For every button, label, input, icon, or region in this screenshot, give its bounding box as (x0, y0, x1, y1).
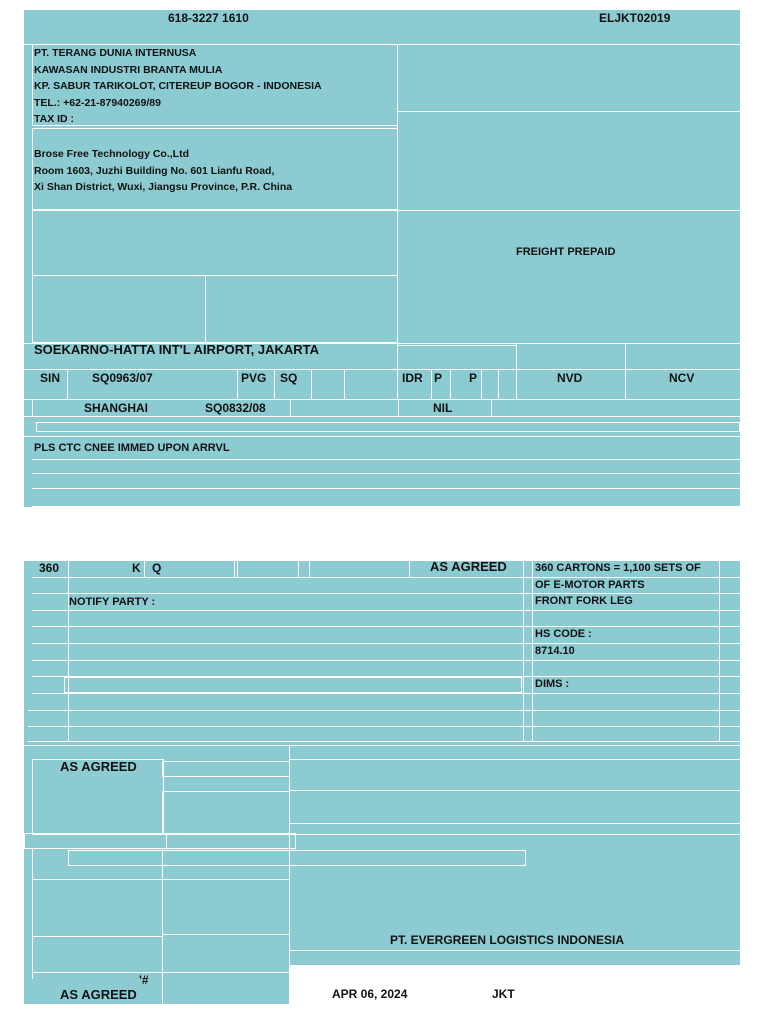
air-waybill-form (24, 10, 740, 1004)
cargo-row-line (28, 726, 740, 727)
cargo-dims-box (64, 677, 522, 693)
shipper-line: PT. TERANG DUNIA INTERNUSA (34, 47, 197, 59)
carrier-signature: PT. EVERGREEN LOGISTICS INDONESIA (390, 933, 625, 947)
cargo-column-line (523, 561, 524, 741)
execution-place: JKT (492, 987, 515, 1001)
routing-carrier-2: SQ (280, 371, 298, 385)
execution-date: APR 06, 2024 (332, 987, 408, 1001)
consignee-address (34, 146, 292, 196)
handling-line (32, 459, 740, 460)
cargo-row-line (28, 741, 740, 742)
shipper-cert-box (68, 850, 526, 866)
charges-divider (289, 745, 290, 1004)
handling-line (32, 506, 740, 507)
hash-mark: '# (139, 973, 149, 987)
consignee-line: Xi Shan District, Wuxi, Jiangsu Province, P.R. China (34, 181, 293, 193)
cargo-total: AS AGREED (430, 559, 507, 574)
destination-cell-line (398, 399, 399, 416)
handling-box (36, 422, 740, 432)
agent-account-box (205, 275, 398, 343)
shipper-line: KP. SABUR TARIKOLOT, CITEREUP BOGOR - INDONESIA (34, 80, 322, 92)
other-charges-line (290, 790, 740, 791)
routing-cell-line (344, 369, 345, 399)
consignee-line: Room 1603, Juzhi Building No. 601 Lianfu Road, (34, 164, 275, 177)
insurance-amount: NIL (433, 401, 453, 415)
destination-cell-line (491, 399, 492, 416)
cargo-column-line (719, 561, 720, 741)
destination-airport: SHANGHAI (84, 401, 149, 415)
handling-line (32, 473, 740, 474)
total-prepaid: AS AGREED (60, 987, 137, 1002)
tax-collect-box (166, 833, 296, 849)
cargo-row-line (28, 710, 740, 711)
currency-header-box (397, 345, 517, 370)
routing-cell-line (450, 369, 451, 399)
destination-cell-line (290, 399, 291, 416)
routing-cell-line (311, 369, 312, 399)
charges-column-line (32, 849, 33, 979)
collect-weight-charge-box (162, 761, 290, 777)
value-divider-2 (625, 343, 626, 399)
goods-description-line: 8714.10 (535, 644, 575, 657)
cargo-pieces: 360 (39, 561, 60, 575)
goods-description-line: DIMS : (535, 677, 570, 690)
cargo-unit: K (132, 561, 141, 575)
routing-cell-line (237, 369, 238, 399)
agent-code-box (32, 275, 206, 343)
goods-description-line (535, 610, 701, 627)
routing-charge-wt: P (434, 371, 443, 385)
signature-line (290, 950, 740, 951)
shipper-tax-id: TAX ID : (34, 113, 75, 125)
charges-rule (24, 745, 740, 746)
cargo-column-line (532, 561, 533, 741)
goods-description-line: OF E-MOTOR PARTS (535, 578, 645, 591)
charges-row-line (32, 936, 162, 937)
routing-cell-line (481, 369, 482, 399)
other-charges-line (290, 823, 740, 824)
cargo-column-line (68, 561, 69, 741)
routing-currency: IDR (402, 371, 423, 385)
destination-rule (24, 416, 740, 417)
cargo-column-line (234, 561, 235, 577)
handling-rule (24, 436, 740, 437)
cargo-column-line (237, 561, 238, 577)
awb-reference: ELJKT02019 (599, 11, 671, 25)
prepaid-weight-charge: AS AGREED (60, 759, 137, 774)
routing-to-code-2: PVG (241, 371, 267, 385)
right-rule-2 (397, 210, 740, 211)
consignee-line: Brose Free Technology Co.,Ltd (34, 148, 189, 160)
charges-row-line (32, 972, 290, 973)
right-rule-1 (397, 111, 740, 112)
routing-cell-line (498, 369, 499, 399)
cargo-column-line (144, 561, 145, 577)
cargo-rate-class: Q (152, 561, 162, 575)
routing-to-code: SIN (40, 371, 61, 385)
valuation-charge-box (162, 791, 290, 835)
routing-cell-line (67, 369, 68, 399)
destination-flight: SQ0832/08 (205, 401, 266, 415)
form-separator-band (24, 507, 740, 561)
total-other-charges-box (162, 879, 290, 935)
goods-description-line: HS CODE : (535, 628, 592, 640)
routing-cell-line (431, 369, 432, 399)
notify-party-label: NOTIFY PARTY : (69, 596, 156, 608)
handling-line (32, 488, 740, 489)
declared-value-customs: NCV (669, 371, 695, 385)
goods-description (535, 560, 701, 692)
value-divider-1 (516, 343, 517, 399)
freight-terms: FREIGHT PREPAID (516, 246, 616, 258)
agent-box (32, 210, 398, 276)
destination-cell-line (32, 399, 33, 416)
tax-box (24, 833, 167, 849)
declared-value-carriage: NVD (557, 371, 583, 385)
shipper-address (34, 45, 322, 128)
routing-flight-1: SQ0963/07 (92, 371, 153, 385)
airport-departure: SOEKARNO-HATTA INT'L AIRPORT, JAKARTA (34, 342, 319, 357)
cargo-column-line (409, 561, 410, 577)
awb-number: 618-3227 1610 (168, 11, 249, 25)
routing-charge-other: P (469, 371, 478, 385)
cargo-column-line (309, 561, 310, 577)
goods-description-line: 360 CARTONS = 1,100 SETS OF (535, 562, 701, 574)
shipper-line: KAWASAN INDUSTRI BRANTA MULIA (34, 63, 223, 76)
other-charges-line (290, 759, 740, 760)
goods-description-line (535, 659, 701, 676)
goods-description-line: FRONT FORK LEG (535, 595, 633, 607)
routing-cell-line (274, 369, 275, 399)
cargo-column-line (298, 561, 299, 577)
cargo-row-line (32, 693, 740, 694)
shipper-line: TEL.: +62-21-87940269/89 (34, 96, 161, 109)
other-charges-line (290, 834, 740, 835)
handling-information: PLS CTC CNEE IMMED UPON ARRVL (34, 442, 230, 454)
